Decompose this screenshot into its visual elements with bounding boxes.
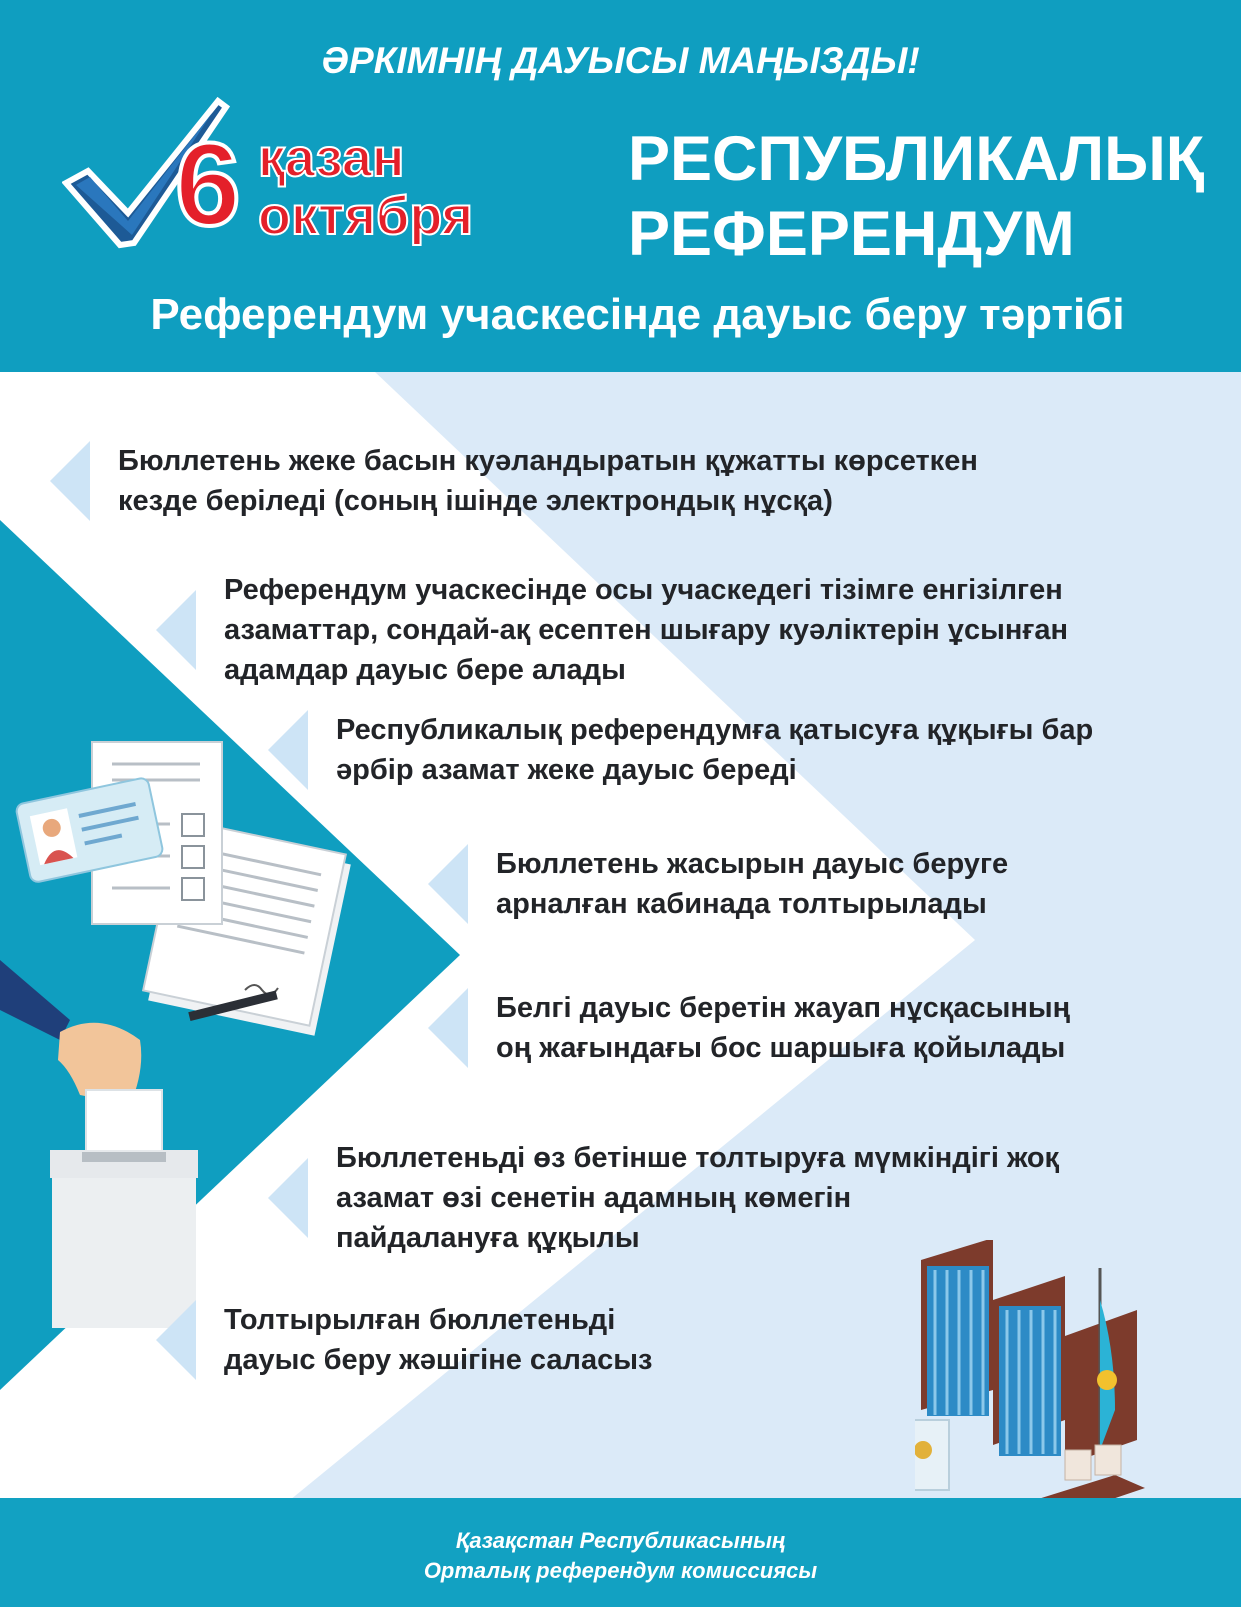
step-line: Бюллетень жасырын дауыс беруге (496, 848, 1009, 880)
step-item-4 (428, 844, 1008, 924)
logo-month-ru: октября (258, 186, 474, 246)
hand-icon (0, 960, 141, 1105)
step-item-1 (50, 441, 978, 521)
arrow-left-icon (268, 1158, 308, 1238)
step-item-6 (268, 1138, 1059, 1258)
footer-line-1: Қазақстан Республикасының (455, 1528, 786, 1553)
small-ballot-box-icon (915, 1420, 949, 1490)
subtitle: Референдум учаскесінде дауыс беру тәртібі (150, 290, 1125, 339)
footer (0, 1498, 1241, 1607)
step-text (336, 710, 1093, 790)
step-item-3 (268, 710, 1093, 790)
arrow-left-icon (268, 710, 308, 790)
step-line: Республикалық референдумға қатысуға құқығы бар (336, 714, 1094, 746)
step-line: арналған кабинада толтырылады (496, 888, 987, 920)
step-text (496, 844, 1008, 924)
footer-organization (0, 1526, 1241, 1586)
step-line: Белгі дауыс беретін жауап нұсқасының (496, 992, 1071, 1024)
step-line: Толтырылған бюллетеньді (224, 1304, 616, 1336)
tagline: ӘРКІМНІҢ ДАУЫСЫ МАҢЫЗДЫ! (321, 40, 920, 81)
step-line: адамдар дауыс бере алады (224, 654, 626, 686)
voting-booth-illustration (915, 1240, 1175, 1540)
header (0, 0, 1241, 372)
step-item-2 (156, 570, 1068, 690)
arrow-left-icon (156, 1300, 196, 1380)
footer-line-2: Орталық референдум комиссиясы (423, 1558, 818, 1583)
step-line: Бюллетень жеке басын куәландыратын құжатты көрсеткен (118, 445, 978, 477)
step-line: Бюллетеньді өз бетінше толтыруға мүмкіндігі жоқ (336, 1142, 1060, 1174)
step-line: азаматтар, сондай-ақ есептен шығару куәліктерін ұсынған (224, 614, 1069, 646)
step-text (336, 1138, 1059, 1258)
arrow-left-icon (428, 844, 468, 924)
title-line-1: РЕСПУБЛИКАЛЫҚ (628, 124, 1205, 194)
step-text (224, 570, 1068, 690)
step-line: әрбір азамат жеке дауыс береді (336, 754, 797, 786)
step-line: азамат өзі сенетін адамның көмегін (336, 1182, 852, 1214)
arrow-left-icon (428, 988, 468, 1068)
logo-day: 6 (175, 119, 241, 251)
step-item-7 (156, 1300, 652, 1380)
step-text (224, 1300, 652, 1380)
arrow-left-icon (156, 590, 196, 670)
logo-month-kz: қазан (258, 128, 405, 188)
step-line: Референдум учаскесінде осы учаскедегі тізімге енгізілген (224, 574, 1063, 606)
page-title (628, 122, 1204, 272)
step-text (496, 988, 1070, 1068)
step-line: оң жағындағы бос шаршыға қойылады (496, 1032, 1066, 1064)
arrow-left-icon (50, 441, 90, 521)
ballot-box-icon (50, 1090, 198, 1328)
step-line: дауыс беру жәшігіне саласыз (224, 1344, 653, 1376)
title-line-2: РЕФЕРЕНДУМ (628, 199, 1075, 269)
step-line: кезде беріледі (соның ішінде электрондық нұсқа) (118, 485, 833, 517)
step-line: пайдалануға құқылы (336, 1222, 640, 1254)
step-item-5 (428, 988, 1070, 1068)
step-text (118, 441, 978, 521)
